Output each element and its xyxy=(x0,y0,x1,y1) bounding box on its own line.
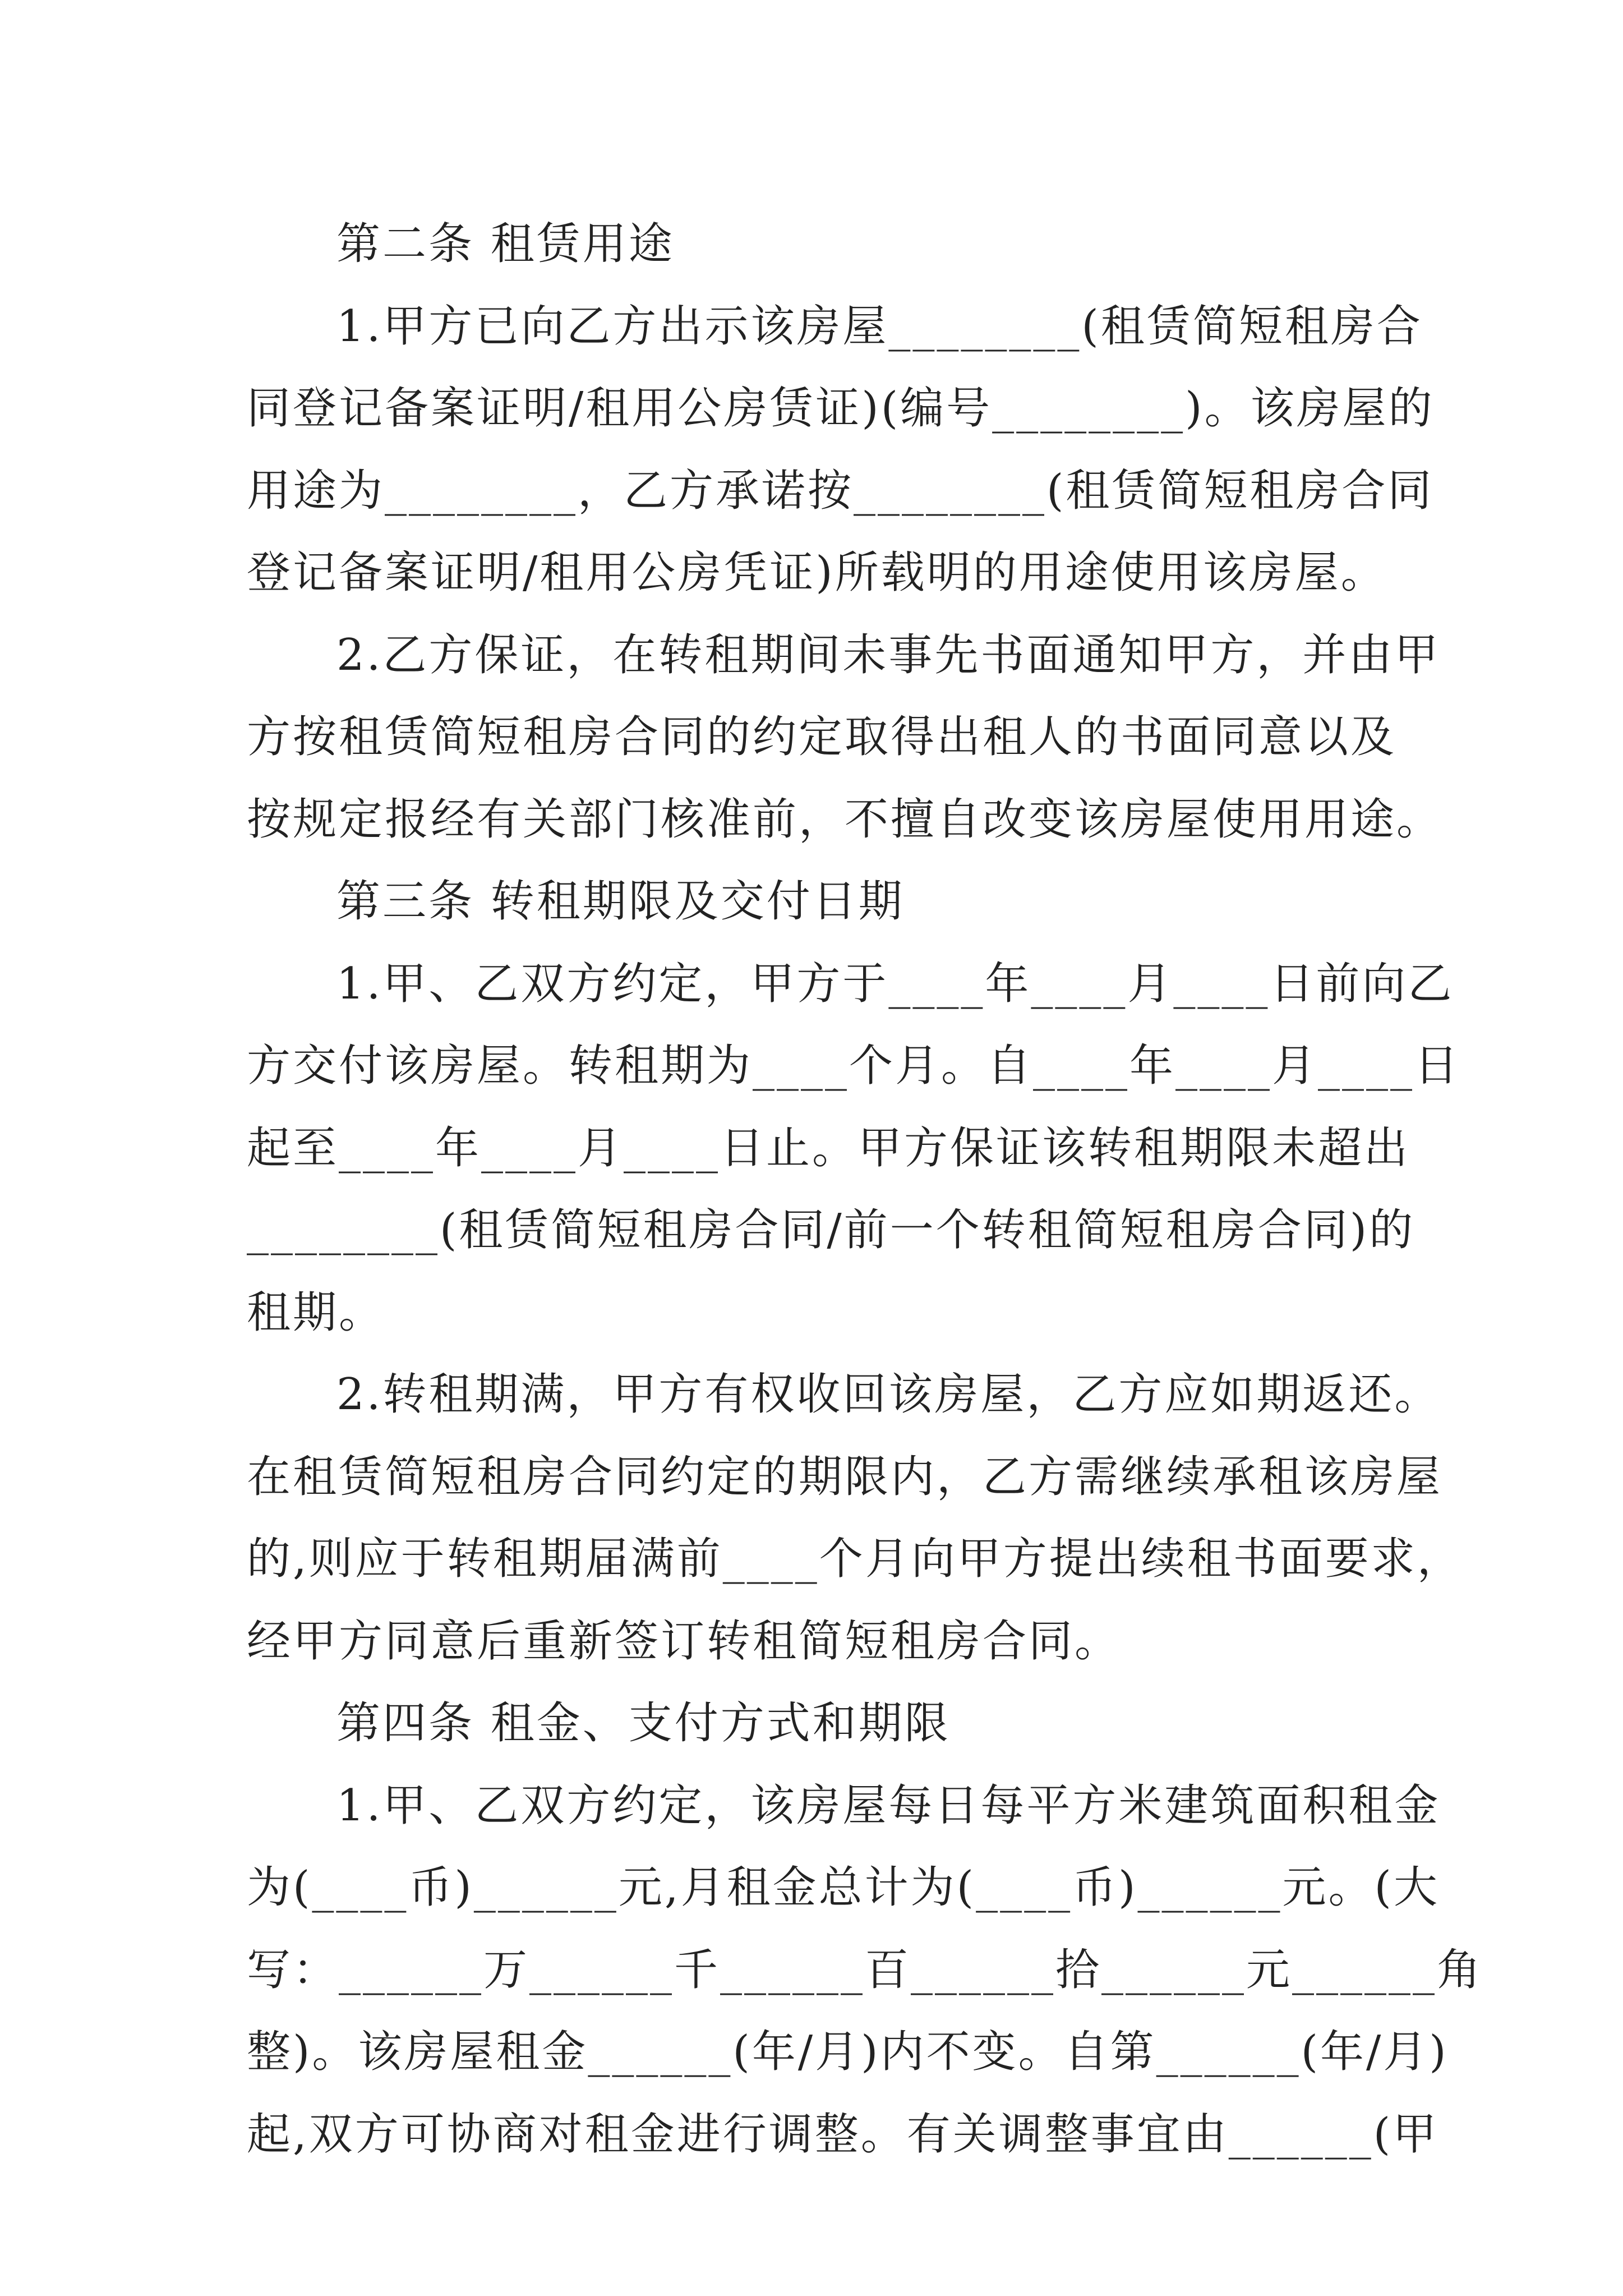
paragraph-line: 起至____年____月____日止。甲方保证该转租期限未超出 xyxy=(247,1122,1410,1174)
paragraph-line: 方交付该房屋。转租期为____个月。自____年____月____日 xyxy=(247,1041,1461,1091)
paragraph-line: 起,双方可协商对租金进行调整。有关调整事宜由______(甲 xyxy=(247,2109,1439,2160)
paragraph-line: 为(____币)______元,月租金总计为(____币)______元。(大 xyxy=(247,1862,1440,1913)
paragraph-line: 登记备案证明/租用公房凭证)所载明的用途使用该房屋。 xyxy=(247,547,1387,598)
paragraph-line: 1.甲、乙双方约定，甲方于____年____月____日前向乙 xyxy=(336,958,1454,1009)
paragraph-line: 写：______万______千______百______拾______元______角 xyxy=(247,1944,1483,1995)
article-heading: 第三条 转租期限及交付日期 xyxy=(336,876,905,927)
paragraph-line: 用途为________，乙方承诺按________(租赁简短租房合同 xyxy=(247,465,1434,516)
paragraph-line: 的,则应于转租期届满前____个月向甲方提出续租书面要求， xyxy=(247,1534,1463,1584)
paragraph-line: 在租赁简短租房合同约定的期限内，乙方需继续承租该房屋 xyxy=(247,1451,1443,1502)
article-heading: 第二条 租赁用途 xyxy=(336,219,675,269)
paragraph-line: 2.乙方保证，在转租期间未事先书面通知甲方，并由甲 xyxy=(336,629,1441,680)
paragraph-line: 方按租赁简短租房合同的约定取得出租人的书面同意以及 xyxy=(247,712,1397,762)
document-body xyxy=(247,203,1483,2175)
paragraph-line: ________(租赁简短租房合同/前一个转租简短租房合同)的 xyxy=(247,1205,1415,1255)
paragraph-line: 租期。 xyxy=(247,1287,385,1338)
paragraph-line: 1.甲、乙双方约定，该房屋每日每平方米建筑面积租金 xyxy=(336,1780,1441,1831)
article-heading: 第四条 租金、支付方式和期限 xyxy=(336,1698,951,1749)
paragraph-line: 经甲方同意后重新签订转租简短租房合同。 xyxy=(247,1616,1121,1667)
paragraph-line: 1.甲方已向乙方出示该房屋________(租赁简短租房合 xyxy=(336,301,1423,352)
paragraph-line: 整)。该房屋租金______(年/月)内不变。自第______(年/月) xyxy=(247,2027,1449,2077)
paragraph-line: 2.转租期满，甲方有权收回该房屋，乙方应如期返还。 xyxy=(336,1369,1441,1420)
paragraph-line: 同登记备案证明/租用公房赁证)(编号________)。该房屋的 xyxy=(247,383,1435,434)
paragraph-line: 按规定报经有关部门核准前，不擅自改变该房屋使用用途。 xyxy=(247,794,1443,845)
